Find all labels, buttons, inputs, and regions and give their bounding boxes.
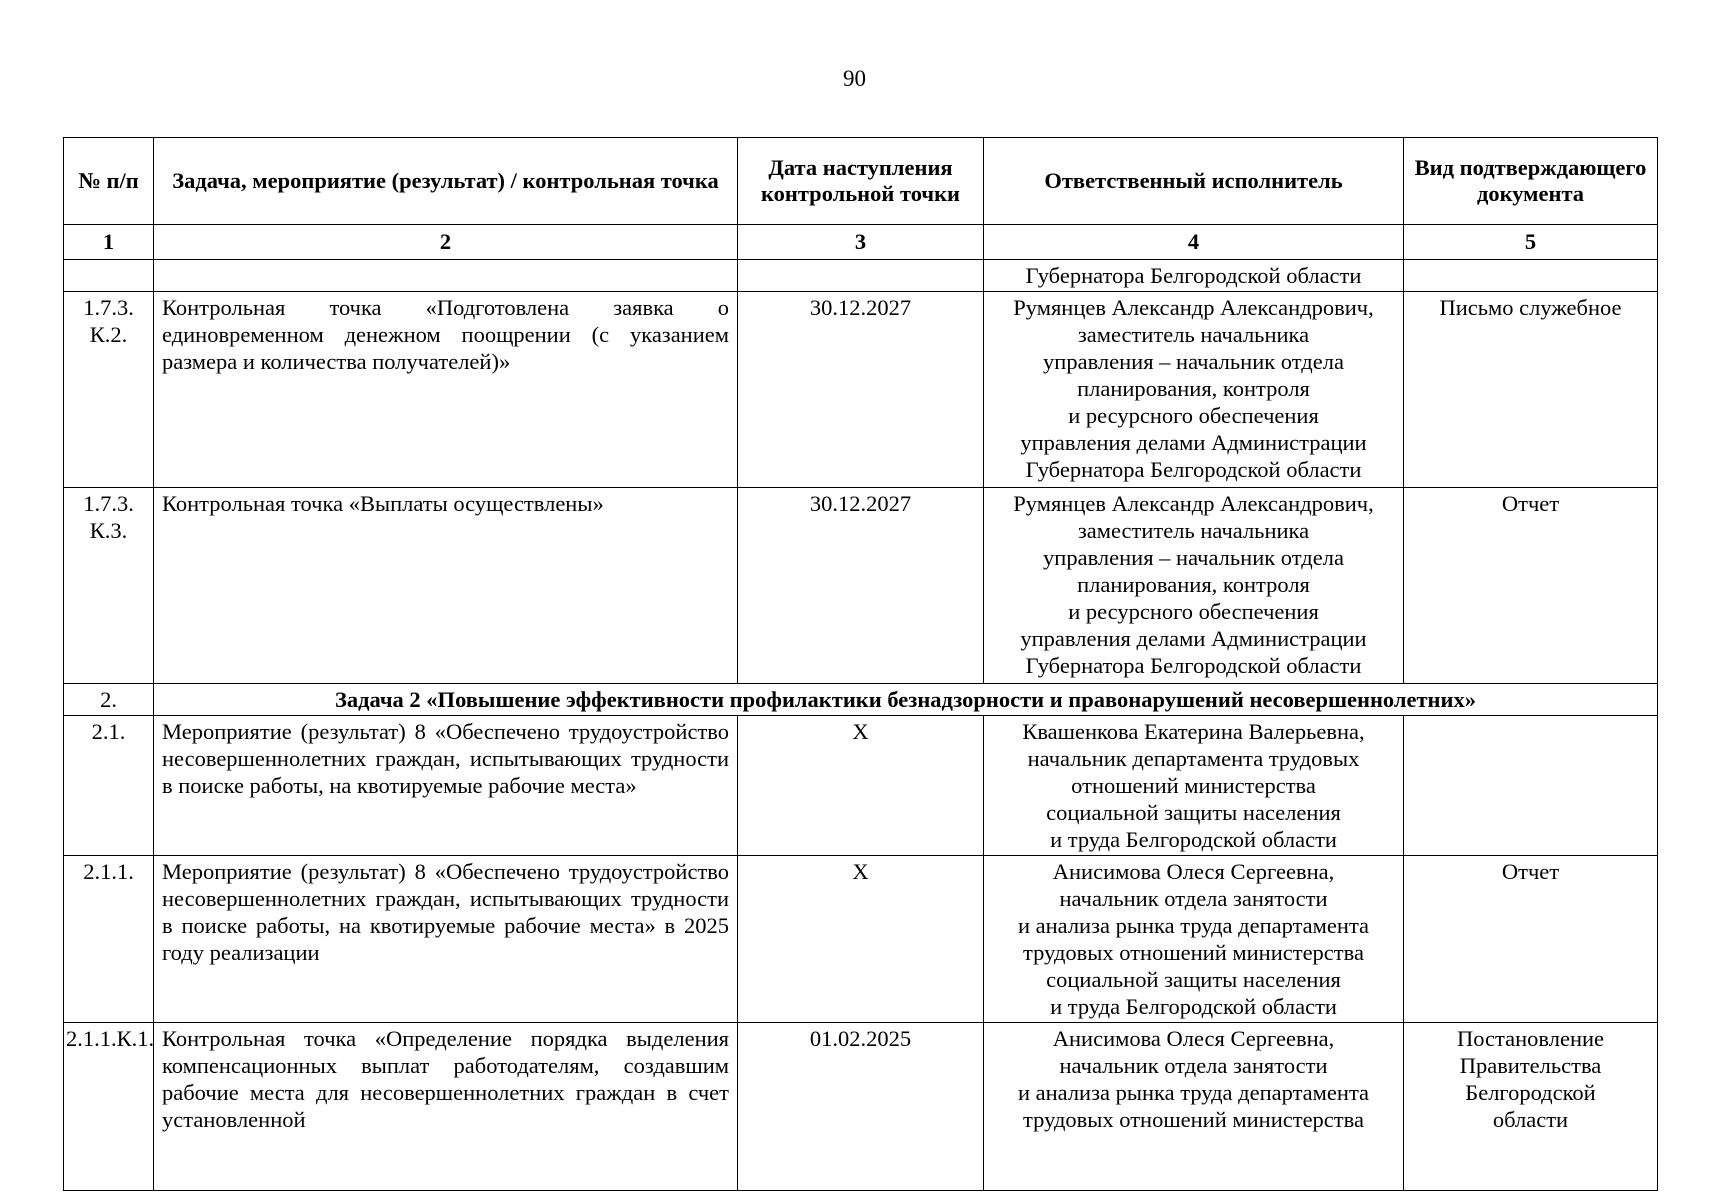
document-line: области (1492, 1107, 1569, 1132)
header-task: Задача, мероприятие (результат) / контрольная точка (154, 138, 738, 225)
task-cell: Контрольная точка «Выплаты осуществлены» (154, 488, 738, 684)
row-number: 1.7.3. К.2. (64, 292, 154, 488)
row-number: 2.1.1. (64, 856, 154, 1023)
executor-line: планирования, контроля (1077, 376, 1310, 401)
executor-line: Анисимова Олеся Сергеевна, (1052, 859, 1335, 884)
executor-line: Квашенкова Екатерина Валерьевна, (1022, 719, 1365, 744)
date-cell: Х (738, 716, 984, 856)
empty-cell (738, 260, 984, 292)
executor-line: Румянцев Александр Александрович, (1013, 295, 1374, 320)
date-cell: 01.02.2025 (738, 1023, 984, 1191)
row-number: 1.7.3. К.3. (64, 488, 154, 684)
column-number-row (64, 225, 1658, 260)
executor-line: и труда Белгородской области (1050, 994, 1337, 1019)
section-title: Задача 2 «Повышение эффективности профилактики безнадзорности и правонарушений несовершеннолетних» (154, 684, 1658, 716)
document-cell (1404, 1023, 1658, 1191)
executor-line: управления – начальник отдела (1043, 545, 1344, 570)
column-number: 2 (154, 225, 738, 260)
task-cell: Контрольная точка «Определение порядка выделения компенсационных выплат работодателям, создавшим рабочие места для несовершеннолетних граждан в счет установленной (154, 1023, 738, 1191)
document-cell (1404, 716, 1658, 856)
executor-line: и анализа рынка труда департамента (1017, 1080, 1370, 1105)
task-cell: Мероприятие (результат) 8 «Обеспечено трудоустройство несовершеннолетних граждан, испытывающих трудности в поиске работы, на квотируемые рабочие места» в 2025 году реализации (154, 856, 738, 1023)
empty-cell (154, 260, 738, 292)
executor-line: Анисимова Олеся Сергеевна, (1052, 1026, 1335, 1051)
executor-line: Губернатора Белгородской области (1025, 457, 1362, 482)
table-header-row (64, 138, 1658, 225)
control-points-table (63, 137, 1658, 1191)
executor-line: управления делами Администрации (1020, 430, 1367, 455)
executor-line: трудовых отношений министерства (1023, 1107, 1364, 1132)
executor-line: управления – начальник отдела (1043, 349, 1344, 374)
document-cell: Отчет (1404, 488, 1658, 684)
table-row (64, 488, 1658, 684)
executor-line: начальник департамента трудовых (1027, 746, 1360, 771)
table-row (64, 716, 1658, 856)
task-cell: Мероприятие (результат) 8 «Обеспечено трудоустройство несовершеннолетних граждан, испытывающих трудности в поиске работы, на квотируемые рабочие места» (154, 716, 738, 856)
executor-line: трудовых отношений министерства (1023, 940, 1364, 965)
header-date: Дата наступления контрольной точки (738, 138, 984, 225)
executor-line: и ресурсного обеспечения (1068, 403, 1319, 428)
executor-line: начальник отдела занятости (1059, 1053, 1328, 1078)
header-number: № п/п (64, 138, 154, 225)
table-row (64, 292, 1658, 488)
section-row (64, 684, 1658, 716)
executor-line: социальной защиты населения (1046, 800, 1341, 825)
document-cell: Письмо служебное (1404, 292, 1658, 488)
document-line: Правительства (1459, 1053, 1602, 1078)
empty-cell (1404, 260, 1658, 292)
header-executor: Ответственный исполнитель (984, 138, 1404, 225)
page-number: 90 (843, 66, 866, 91)
table-row (64, 856, 1658, 1023)
executor-line: и труда Белгородской области (1050, 827, 1337, 852)
executor-line: Румянцев Александр Александрович, (1013, 491, 1374, 516)
row-number: 2.1. (64, 716, 154, 856)
executor-line: заместитель начальника (1077, 518, 1310, 543)
executor-cell (984, 488, 1404, 684)
row-number: 2.1.1.К.1. (64, 1023, 154, 1191)
executor-line: управления делами Администрации (1020, 626, 1367, 651)
executor-line: начальник отдела занятости (1059, 886, 1328, 911)
column-number: 5 (1404, 225, 1658, 260)
executor-cell (984, 716, 1404, 856)
document-line: Постановление (1456, 1026, 1605, 1051)
empty-cell (64, 260, 154, 292)
executor-cell (984, 856, 1404, 1023)
section-number: 2. (64, 684, 154, 716)
date-cell: 30.12.2027 (738, 292, 984, 488)
continuation-row (64, 260, 1658, 292)
executor-line: и анализа рынка труда департамента (1017, 913, 1370, 938)
document-line: Белгородской (1465, 1080, 1596, 1105)
header-document: Вид подтверждающего документа (1404, 138, 1658, 225)
column-number: 3 (738, 225, 984, 260)
executor-line: Губернатора Белгородской области (1025, 653, 1362, 678)
executor-line: и ресурсного обеспечения (1068, 599, 1319, 624)
date-cell: Х (738, 856, 984, 1023)
executor-line: отношений министерства (1071, 773, 1316, 798)
executor-cell (984, 1023, 1404, 1191)
executor-line: планирования, контроля (1077, 572, 1310, 597)
executor-line: заместитель начальника (1077, 322, 1310, 347)
table-row (64, 1023, 1658, 1191)
executor-line: социальной защиты населения (1046, 967, 1341, 992)
executor-cell: Губернатора Белгородской области (984, 260, 1404, 292)
date-cell: 30.12.2027 (738, 488, 984, 684)
document-cell: Отчет (1404, 856, 1658, 1023)
executor-cell (984, 292, 1404, 488)
column-number: 1 (64, 225, 154, 260)
task-cell: Контрольная точка «Подготовлена заявка о единовременном денежном поощрении (с указанием размера и количества получателей)» (154, 292, 738, 488)
column-number: 4 (984, 225, 1404, 260)
